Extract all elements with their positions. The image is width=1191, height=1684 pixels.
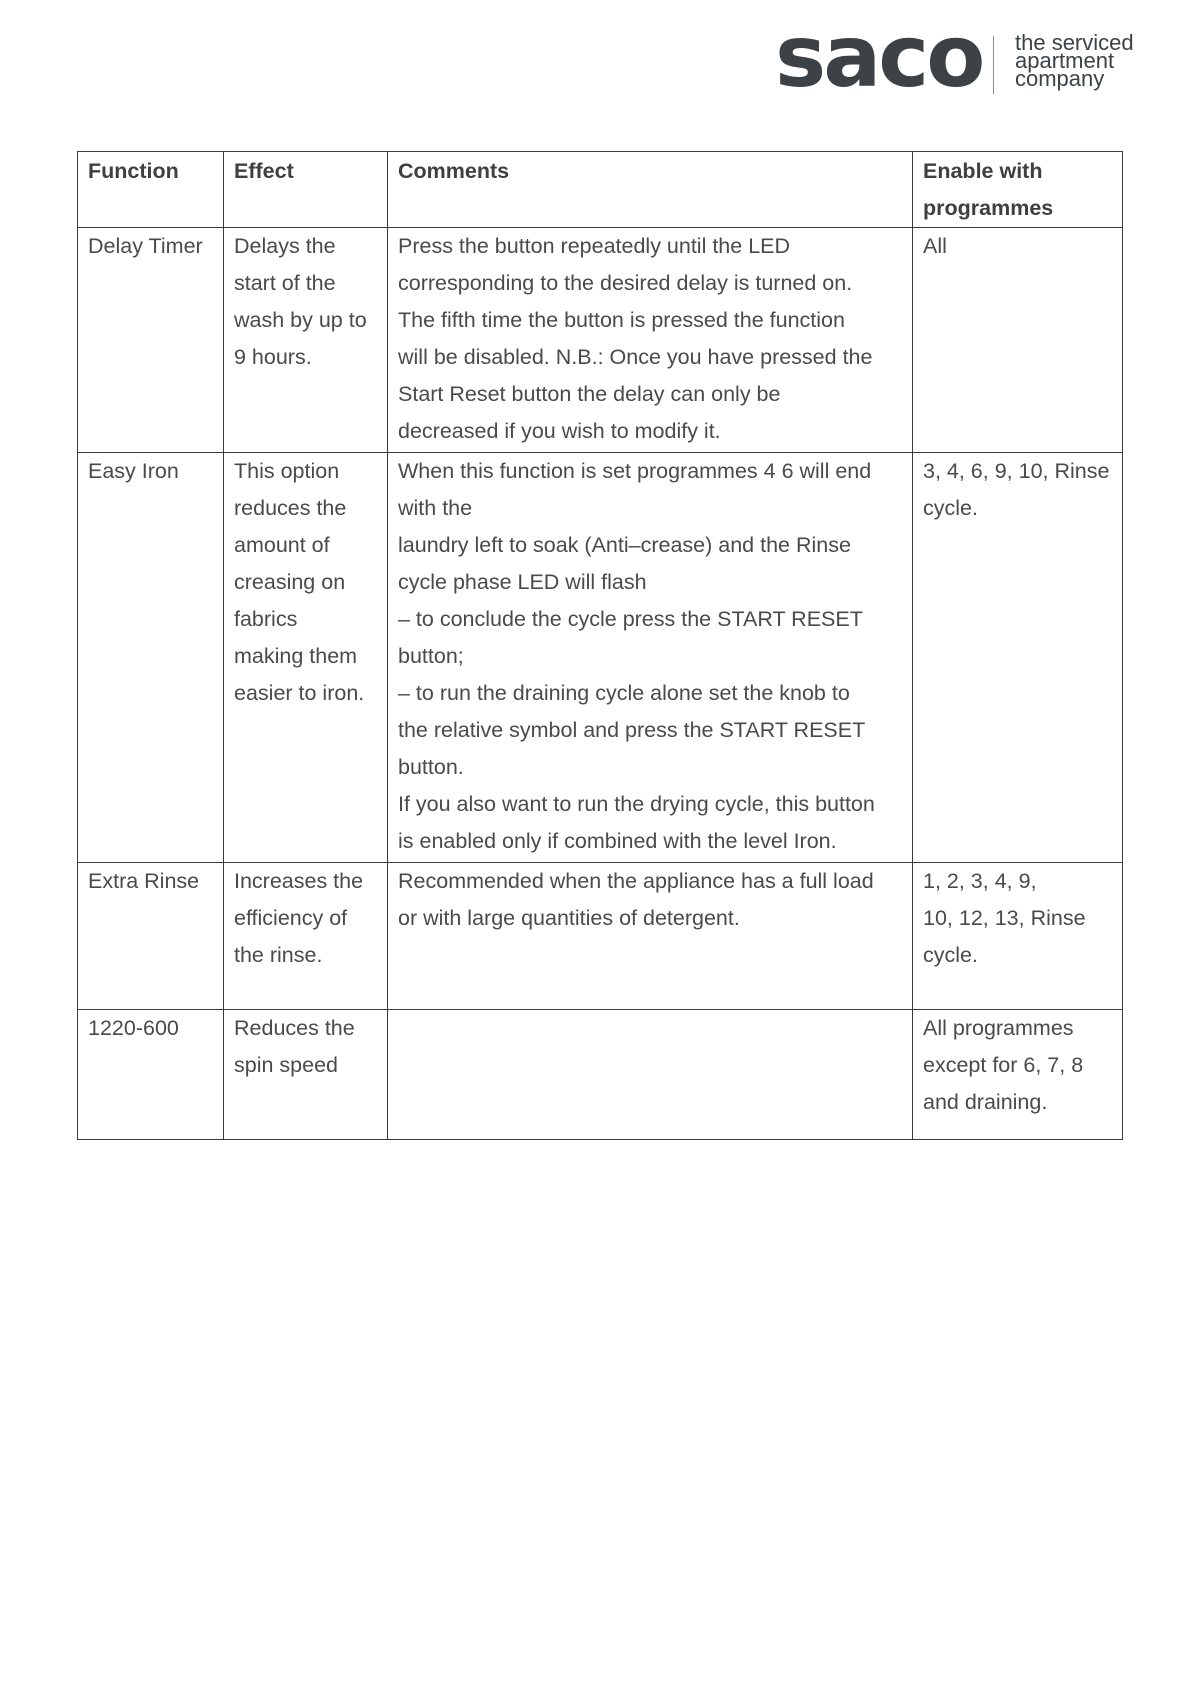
comment-line: Recommended when the appliance has a full load: [398, 869, 874, 893]
cell-effect: [224, 453, 388, 863]
comment-line: will be disabled. N.B.: Once you have pressed the: [398, 345, 873, 369]
cell-programmes: [913, 863, 1123, 1010]
cell-comments: [388, 1010, 913, 1140]
effect-line: 9 hours.: [234, 345, 312, 369]
cell-comments: [388, 228, 913, 453]
cell-effect: [224, 1010, 388, 1140]
header-effect: Effect: [224, 152, 388, 228]
header-programmes: Enable with programmes: [913, 152, 1123, 228]
cell-comments: [388, 453, 913, 863]
cell-function: Delay Timer: [78, 228, 224, 453]
comment-line: button.: [398, 755, 464, 779]
effect-line: amount of: [234, 533, 330, 557]
table-row: [78, 1010, 1123, 1140]
effect-line: spin speed: [234, 1053, 338, 1077]
effect-line: Reduces the: [234, 1016, 355, 1040]
comment-line: is enabled only if combined with the level Iron.: [398, 829, 837, 853]
programmes-line: except for 6, 7, 8: [923, 1053, 1084, 1077]
comment-line: laundry left to soak (Anti–crease) and the Rinse: [398, 533, 851, 557]
programmes-line: 1, 2, 3, 4, 9,: [923, 869, 1037, 893]
programmes-line: cycle.: [923, 496, 978, 520]
comment-line: If you also want to run the drying cycle, this button: [398, 792, 875, 816]
cell-function: Easy Iron: [78, 453, 224, 863]
programmes-line: All programmes: [923, 1016, 1074, 1040]
effect-line: creasing on: [234, 570, 346, 594]
comment-line: cycle phase LED will flash: [398, 570, 647, 594]
logo-divider: [993, 36, 994, 94]
effect-line: easier to iron.: [234, 681, 365, 705]
comment-line: – to conclude the cycle press the START RESET: [398, 607, 863, 631]
header-function: Function: [78, 152, 224, 228]
programmes-line: cycle.: [923, 943, 978, 967]
comment-line: corresponding to the desired delay is turned on.: [398, 271, 853, 295]
saco-logo: [775, 7, 1145, 107]
effect-line: Increases the: [234, 869, 364, 893]
effect-line: fabrics: [234, 607, 298, 631]
comment-line: decreased if you wish to modify it.: [398, 419, 721, 443]
effect-line: making them: [234, 644, 358, 668]
programmes-line: All: [923, 234, 947, 258]
effect-line: efficiency of: [234, 906, 348, 930]
effect-line: Delays the: [234, 234, 336, 258]
programmes-line: 3, 4, 6, 9, 10, Rinse: [923, 459, 1110, 483]
table-row: [78, 863, 1123, 1010]
effect-line: This option: [234, 459, 340, 483]
comment-line: The fifth time the button is pressed the function: [398, 308, 845, 332]
logo-wordmark: saco: [775, 7, 983, 107]
comment-line: with the: [398, 496, 473, 520]
functions-table: [77, 151, 1123, 1140]
comment-line: When this function is set programmes 4 6 will end: [398, 459, 872, 483]
logo-tagline-line: apartment: [1015, 48, 1115, 73]
header-comments: Comments: [388, 152, 913, 228]
cell-programmes: [913, 228, 1123, 453]
table-row: [78, 453, 1123, 863]
effect-line: reduces the: [234, 496, 347, 520]
cell-function: Extra Rinse: [78, 863, 224, 1010]
cell-programmes: [913, 1010, 1123, 1140]
effect-line: wash by up to: [234, 308, 367, 332]
cell-programmes: [913, 453, 1123, 863]
cell-effect: [224, 863, 388, 1010]
table-header-row: [78, 152, 1123, 228]
logo-tagline-line: company: [1015, 66, 1105, 91]
logo-tagline: [1015, 30, 1134, 91]
comment-line: the relative symbol and press the START RESET: [398, 718, 866, 742]
programmes-line: 10, 12, 13, Rinse: [923, 906, 1086, 930]
comment-line: – to run the draining cycle alone set the knob to: [398, 681, 850, 705]
effect-line: start of the: [234, 271, 336, 295]
comment-line: Start Reset button the delay can only be: [398, 382, 781, 406]
comment-line: or with large quantities of detergent.: [398, 906, 740, 930]
cell-comments: [388, 863, 913, 1010]
comment-line: button;: [398, 644, 464, 668]
table-row: [78, 228, 1123, 453]
comment-line: Press the button repeatedly until the LED: [398, 234, 791, 258]
cell-function: 1220-600: [78, 1010, 224, 1140]
programmes-line: and draining.: [923, 1090, 1048, 1114]
cell-effect: [224, 228, 388, 453]
logo-tagline-line: the serviced: [1015, 30, 1134, 55]
effect-line: the rinse.: [234, 943, 323, 967]
